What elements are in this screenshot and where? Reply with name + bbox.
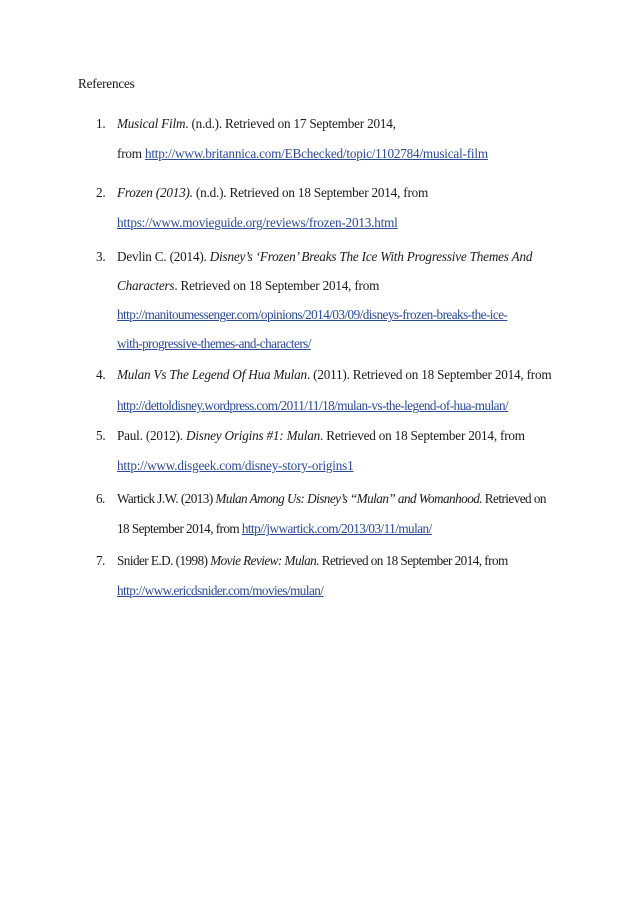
reference-author: Snider E.D. (1998)	[117, 553, 211, 568]
reference-title: Disney Origins #1: Mulan	[186, 428, 321, 443]
reference-author: Paul. (2012).	[117, 428, 186, 443]
reference-title: Mulan Among Us: Disney’s “Mulan” and Womanhood.	[215, 491, 483, 506]
reference-line	[117, 553, 508, 569]
reference-details: Retrieved on	[482, 491, 546, 506]
reference-line	[117, 336, 311, 352]
reference-link[interactable]: http://www.britannica.com/EBchecked/topic/1102784/musical-film	[144, 146, 488, 161]
reference-number: 3.	[96, 249, 106, 264]
reference-number: 6.	[96, 491, 105, 506]
reference-details: . (2011). Retrieved on 18 September 2014, from	[306, 367, 552, 382]
reference-number: 1.	[96, 116, 106, 131]
reference-details: . Retrieved on 18 September 2014, from	[174, 278, 380, 293]
reference-link[interactable]: http://manitoumessenger.com/opinions/2014/03/09/disneys-frozen-breaks-the-ice-	[117, 307, 508, 322]
reference-title: Characters	[117, 278, 175, 293]
reference-prefix: 18 September 2014, from	[117, 521, 242, 536]
references-heading: References	[78, 76, 135, 91]
reference-link[interactable]: http//jwwartick.com/2013/03/11/mulan/	[241, 521, 432, 536]
reference-title: Movie Review: Mulan.	[210, 553, 319, 568]
reference-line	[117, 278, 379, 294]
reference-line	[117, 146, 488, 162]
reference-number: 4.	[96, 367, 106, 382]
reference-line	[117, 307, 507, 323]
reference-number: 7.	[96, 553, 105, 568]
reference-line	[117, 521, 432, 537]
reference-author: Devlin C. (2014).	[117, 249, 210, 264]
reference-link[interactable]: with-progressive-themes-and-characters/	[117, 336, 311, 351]
reference-author: Wartick J.W. (2013)	[117, 491, 216, 506]
reference-link[interactable]: https://www.movieguide.org/reviews/frozen-2013.html	[117, 215, 398, 230]
reference-line	[117, 367, 551, 383]
reference-title: Frozen (2013).	[117, 185, 193, 200]
reference-number: 5.	[96, 428, 106, 443]
reference-link[interactable]: http://www.ericdsnider.com/movies/mulan/	[117, 583, 324, 598]
reference-number: 2.	[96, 185, 106, 200]
reference-details: (n.d.). Retrieved on 18 September 2014, from	[192, 185, 429, 200]
reference-line	[117, 249, 532, 265]
reference-title: Musical Film	[117, 116, 186, 131]
reference-details: . Retrieved on 18 September 2014, from	[320, 428, 525, 443]
reference-prefix: from	[117, 146, 145, 161]
reference-line	[117, 398, 508, 414]
reference-link[interactable]: http://dettoldisney.wordpress.com/2011/11/18/mulan-vs-the-legend-of-hua-mulan/	[117, 398, 509, 413]
reference-link[interactable]: http://www.disgeek.com/disney-story-origins1	[117, 458, 354, 473]
reference-title: Mulan Vs The Legend Of Hua Mulan	[117, 367, 307, 382]
reference-line	[117, 185, 428, 201]
reference-line	[117, 428, 525, 444]
reference-title: Disney’s ‘Frozen’ Breaks The Ice With Progressive Themes And	[209, 249, 533, 264]
reference-line	[117, 583, 323, 599]
reference-line	[117, 215, 398, 231]
reference-details: Retrieved on 18 September 2014, from	[318, 553, 508, 568]
reference-line	[117, 116, 396, 132]
reference-line	[117, 458, 353, 474]
reference-line	[117, 491, 546, 507]
reference-details: . (n.d.). Retrieved on 17 September 2014,	[185, 116, 396, 131]
